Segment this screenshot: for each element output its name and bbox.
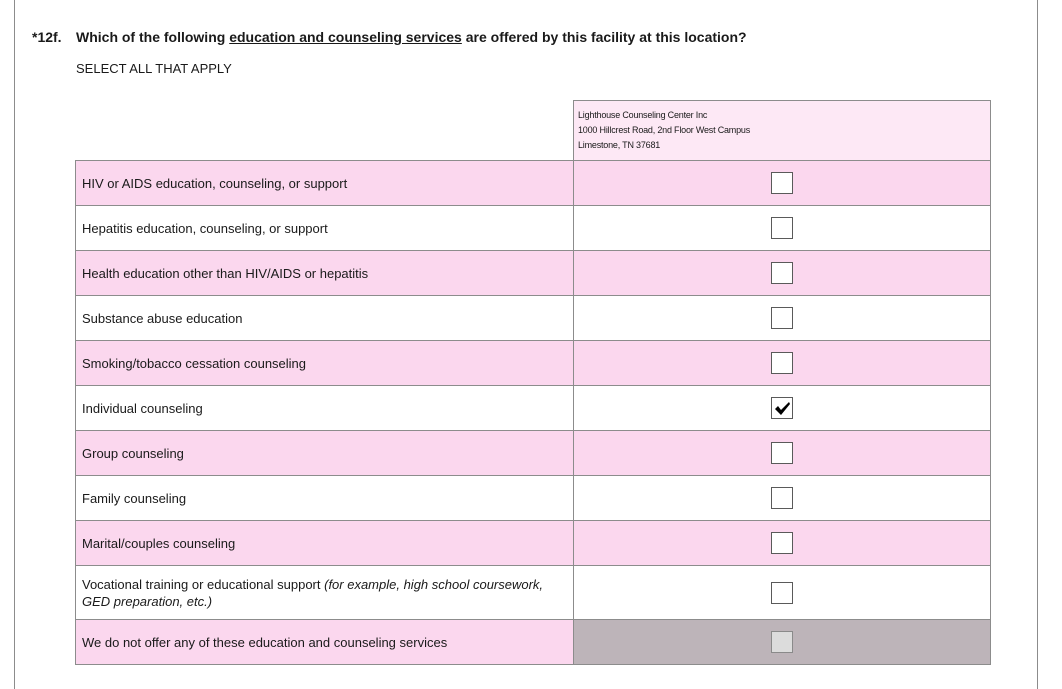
smoking-cessation-checkbox[interactable] — [771, 352, 793, 374]
option-row-substance-abuse — [76, 296, 991, 341]
none-option-checkbox[interactable] — [771, 631, 793, 653]
family-counseling-checkbox[interactable] — [771, 487, 793, 509]
option-label: Hepatitis education, counseling, or support — [76, 206, 574, 251]
services-grid — [75, 100, 991, 665]
option-label: Substance abuse education — [76, 296, 574, 341]
facility-city-state-zip: Limestone, TN 37681 — [578, 140, 661, 150]
option-cell — [574, 521, 991, 566]
option-cell — [574, 296, 991, 341]
option-row-hiv — [76, 161, 991, 206]
option-cell — [574, 341, 991, 386]
facility-address: 1000 Hillcrest Road, 2nd Floor West Campus — [578, 125, 751, 135]
question-text-before: Which of the following — [76, 29, 230, 45]
none-option-label: We do not offer any of these education and counseling services — [76, 620, 574, 665]
option-cell — [574, 386, 991, 431]
none-option-cell — [574, 620, 991, 665]
checkmark-icon — [774, 401, 791, 416]
option-cell — [574, 431, 991, 476]
option-row-family — [76, 476, 991, 521]
option-row-marital — [76, 521, 991, 566]
facility-header-row — [76, 101, 991, 161]
facility-header — [574, 101, 991, 161]
option-cell — [574, 206, 991, 251]
option-label: Individual counseling — [76, 386, 574, 431]
hepatitis-checkbox[interactable] — [771, 217, 793, 239]
option-label: Health education other than HIV/AIDS or hepatitis — [76, 251, 574, 296]
option-row-individual — [76, 386, 991, 431]
option-cell — [574, 161, 991, 206]
option-row-group — [76, 431, 991, 476]
option-row-health-education — [76, 251, 991, 296]
vocational-label: Vocational training or educational support — [82, 576, 325, 592]
option-row-hepatitis — [76, 206, 991, 251]
option-label: Smoking/tobacco cessation counseling — [76, 341, 574, 386]
vocational-example: (for example, high school coursework, GED preparation, etc.) — [82, 576, 544, 609]
option-row-none — [76, 620, 991, 665]
option-row-smoking — [76, 341, 991, 386]
education-counseling-services-link[interactable]: education and counseling services — [229, 29, 462, 45]
hiv-aids-checkbox[interactable] — [771, 172, 793, 194]
question-number: *12f. — [32, 29, 62, 45]
option-label: Marital/couples counseling — [76, 521, 574, 566]
select-all-instruction: SELECT ALL THAT APPLY — [76, 61, 232, 76]
header-blank-cell — [76, 101, 574, 161]
option-cell — [574, 566, 991, 620]
option-label: HIV or AIDS education, counseling, or support — [76, 161, 574, 206]
option-label-vocational — [76, 566, 574, 620]
question-text-after: are offered by this facility at this location? — [461, 29, 747, 45]
individual-counseling-checkbox[interactable] — [771, 397, 793, 419]
option-label: Group counseling — [76, 431, 574, 476]
group-counseling-checkbox[interactable] — [771, 442, 793, 464]
option-label: Family counseling — [76, 476, 574, 521]
option-row-vocational — [76, 566, 991, 620]
substance-abuse-checkbox[interactable] — [771, 307, 793, 329]
option-cell — [574, 251, 991, 296]
option-cell — [574, 476, 991, 521]
health-education-checkbox[interactable] — [771, 262, 793, 284]
question-text — [32, 29, 747, 45]
marital-couples-checkbox[interactable] — [771, 532, 793, 554]
vocational-training-checkbox[interactable] — [771, 582, 793, 604]
facility-name: Lighthouse Counseling Center Inc — [578, 110, 708, 120]
